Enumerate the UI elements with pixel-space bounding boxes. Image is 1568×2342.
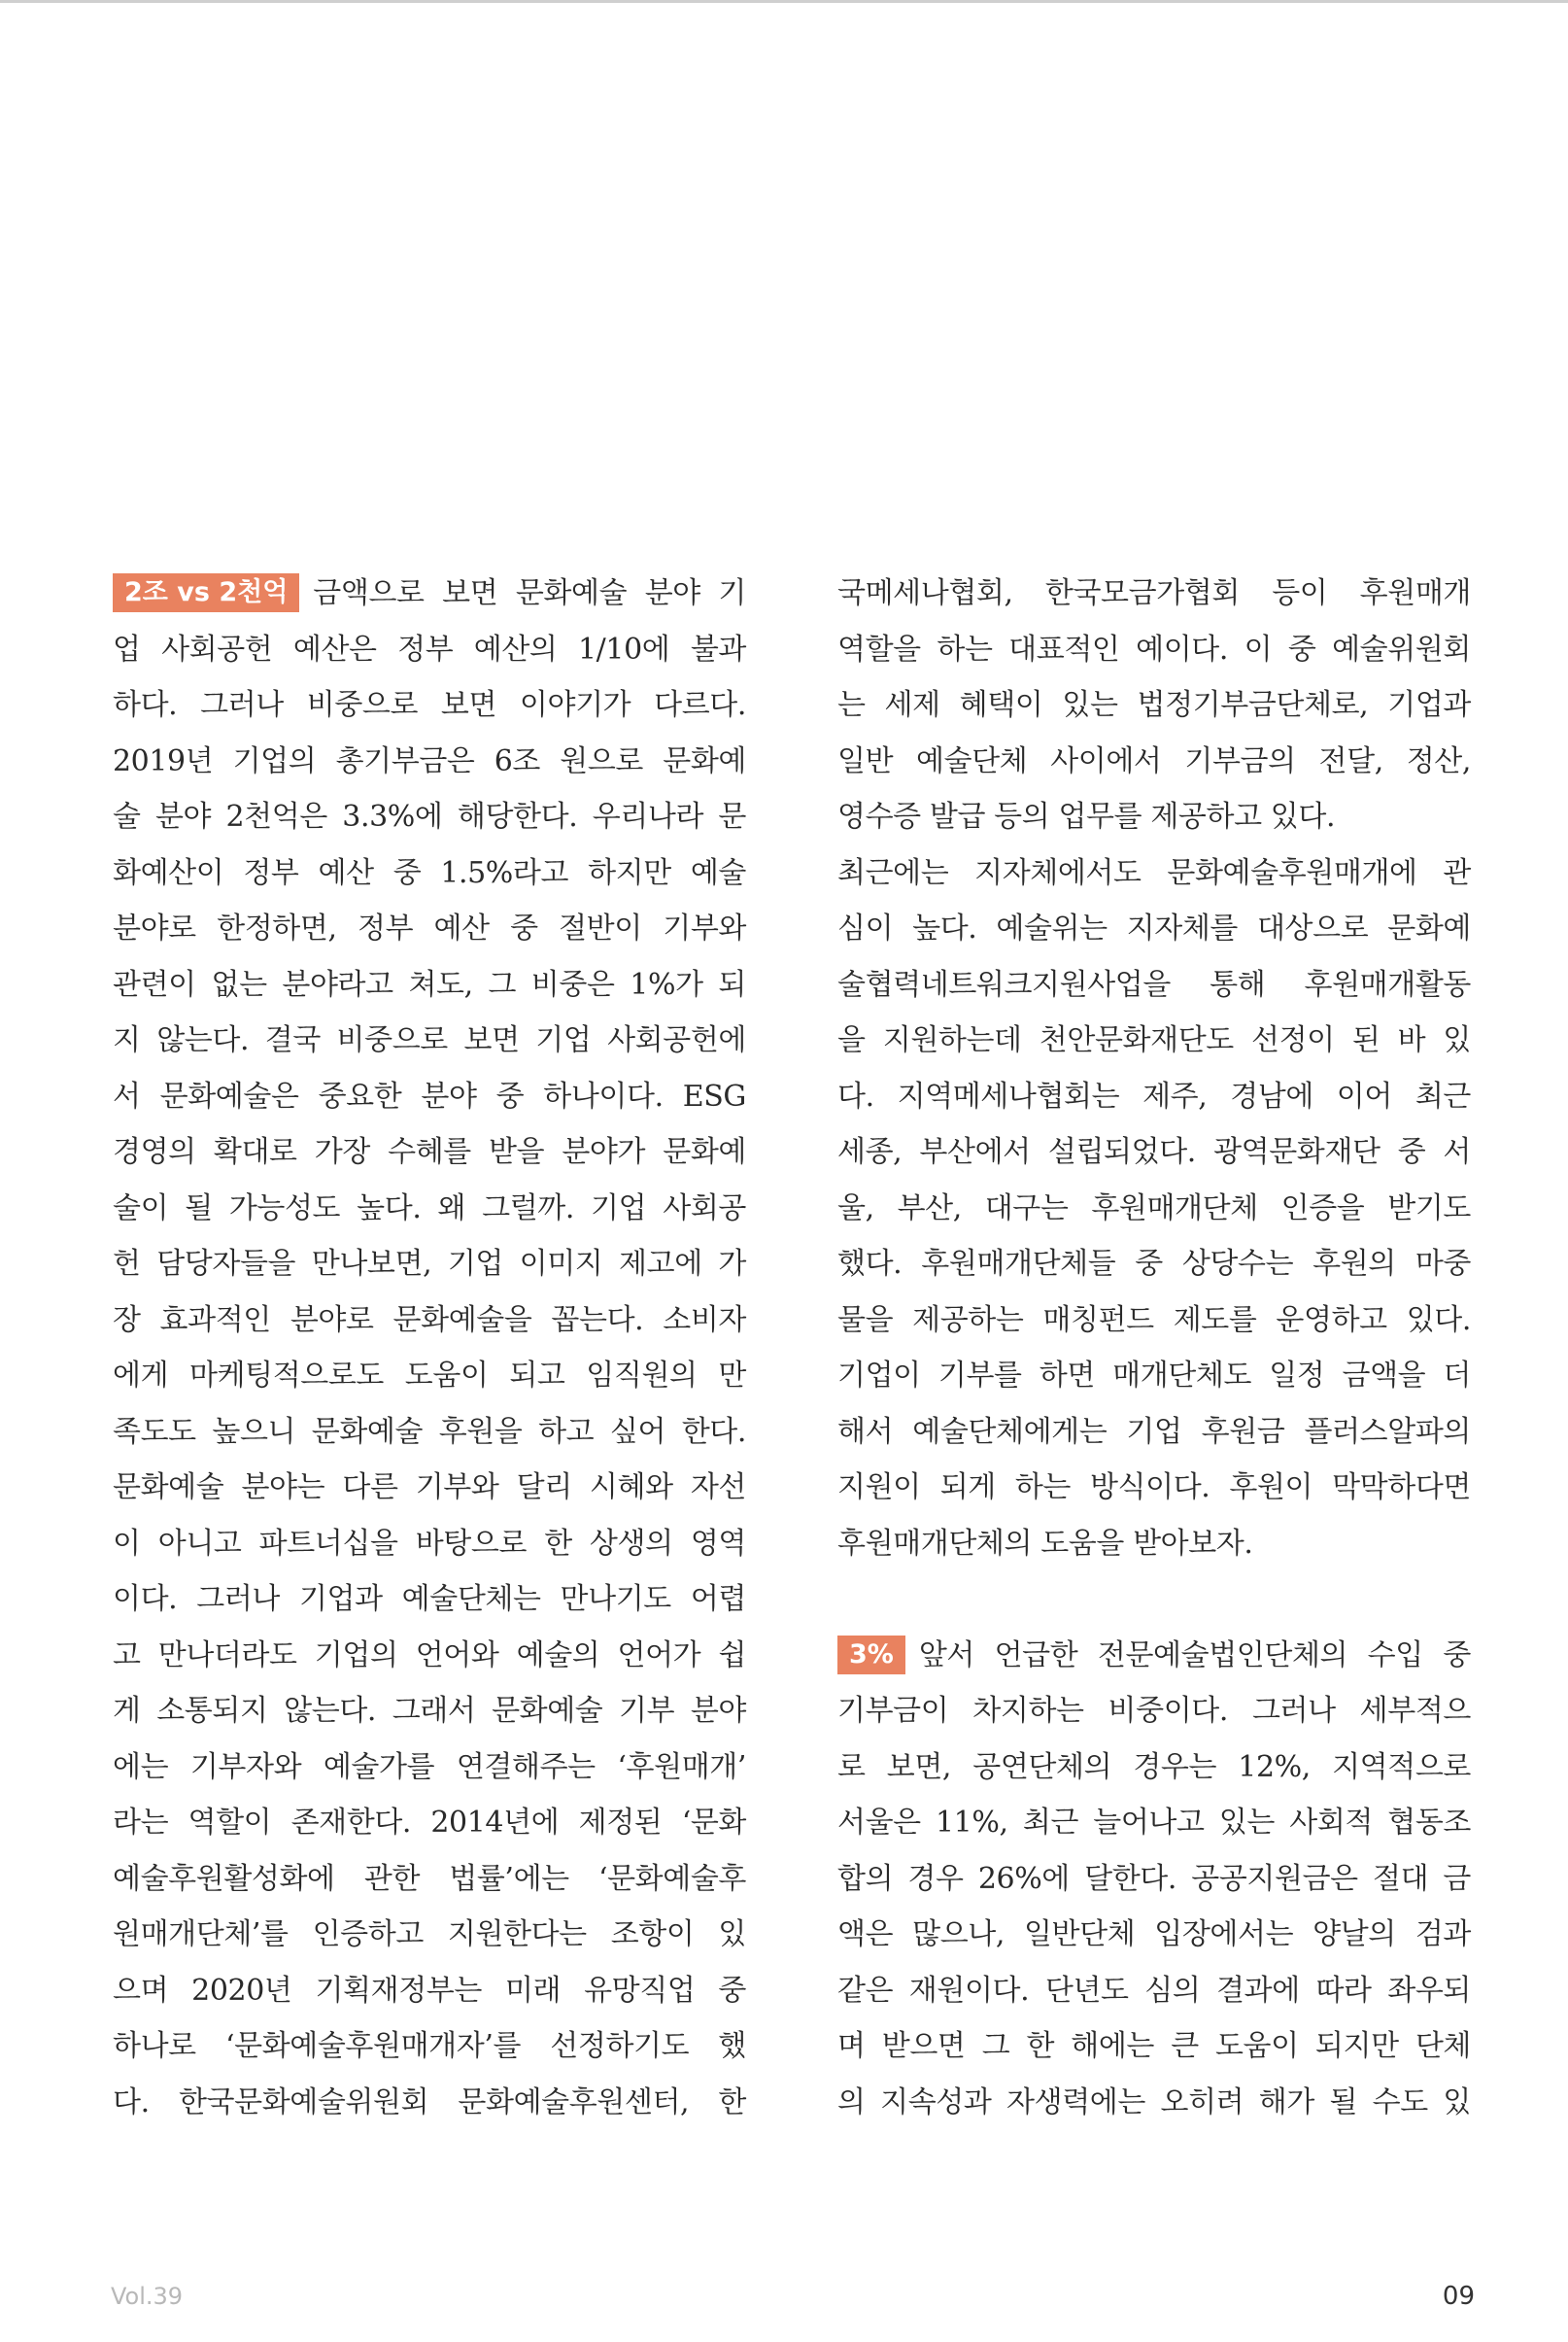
left-line: 게 소통되지 않는다. 그래서 문화예술 기부 분야 bbox=[113, 1694, 746, 1728]
left-line: 이 아니고 파트너십을 바탕으로 한 상생의 영역 bbox=[113, 1526, 746, 1561]
right-line: 며 받으면 그 한 해에는 큰 도움이 되지만 단체 bbox=[837, 2029, 1471, 2063]
left-line: 원매개단체’를 인증하고 지원한다는 조항이 있 bbox=[113, 1917, 746, 1951]
left-line: 관련이 없는 분야라고 쳐도, 그 비중은 1%가 되 bbox=[113, 967, 746, 1002]
right-line: 역할을 하는 대표적인 예이다. 이 중 예술위원회 bbox=[837, 632, 1471, 667]
right-line: 최근에는 지자체에서도 문화예술후원매개에 관 bbox=[837, 855, 1471, 890]
left-line: 업 사회공헌 예산은 정부 예산의 1/10에 불과 bbox=[113, 632, 746, 667]
right-line: 서울은 11%, 최근 늘어나고 있는 사회적 협동조 bbox=[837, 1806, 1471, 1840]
right-line: 기부금이 차지하는 비중이다. 그러나 세부적으 bbox=[837, 1694, 1471, 1728]
left-line: 지 않는다. 결국 비중으로 보면 기업 사회공헌에 bbox=[113, 1023, 746, 1057]
left-line: 다. 한국문화예술위원회 문화예술후원센터, 한 bbox=[113, 2084, 746, 2119]
footer-volume: Vol.39 bbox=[111, 2283, 184, 2310]
right-line: 합의 경우 26%에 달한다. 공공지원금은 절대 금 bbox=[837, 1861, 1471, 1896]
right-line: 물을 제공하는 매칭펀드 제도를 운영하고 있다. bbox=[837, 1302, 1471, 1337]
right-line: 술협력네트워크지원사업을 통해 후원매개활동 bbox=[837, 967, 1471, 1002]
left-line: 화예산이 정부 예산 중 1.5%라고 하지만 예술 bbox=[113, 855, 746, 890]
left-line: 술 분야 2천억은 3.3%에 해당한다. 우리나라 문 bbox=[113, 800, 746, 834]
left-line: 문화예술 분야는 다른 기부와 달리 시혜와 자선 bbox=[113, 1470, 746, 1504]
section-tag-2jo-vs-2cheoneok: 2조 vs 2천억 bbox=[113, 573, 299, 612]
left-first-line bbox=[113, 566, 746, 622]
right-line: 기업이 기부를 하면 매개단체도 일정 금액을 더 bbox=[837, 1359, 1471, 1393]
right-line: 다. 지역메세나협회는 제주, 경남에 이어 최근 bbox=[837, 1079, 1471, 1114]
left-column bbox=[113, 566, 746, 2130]
page-number: 09 bbox=[1442, 2282, 1475, 2311]
right-line: 의 지속성과 자생력에는 오히려 해가 될 수도 있 bbox=[837, 2084, 1471, 2119]
left-line: 예술후원활성화에 관한 법률’에는 ‘문화예술후 bbox=[113, 1861, 746, 1896]
left-line: 2019년 기업의 총기부금은 6조 원으로 문화예 bbox=[113, 743, 746, 778]
right-line: 로 보면, 공연단체의 경우는 12%, 지역적으로 bbox=[837, 1749, 1471, 1784]
left-line: 으며 2020년 기획재정부는 미래 유망직업 중 bbox=[113, 1973, 746, 2008]
left-line: 헌 담당자들을 만나보면, 기업 이미지 제고에 가 bbox=[113, 1247, 746, 1281]
left-line: 이다. 그러나 기업과 예술단체는 만나기도 어렵 bbox=[113, 1582, 746, 1616]
left-line: 장 효과적인 분야로 문화예술을 꼽는다. 소비자 bbox=[113, 1302, 746, 1337]
right-line: 울, 부산, 대구는 후원매개단체 인증을 받기도 bbox=[837, 1190, 1471, 1225]
right-line: 지원이 되게 하는 방식이다. 후원이 막막하다면 bbox=[837, 1470, 1471, 1504]
right-line: 일반 예술단체 사이에서 기부금의 전달, 정산, bbox=[837, 743, 1471, 778]
top-rule bbox=[0, 0, 1568, 3]
left-line: 경영의 확대로 가장 수혜를 받을 분야가 문화예 bbox=[113, 1135, 746, 1169]
left-line: 에게 마케팅적으로도 도움이 되고 임직원의 만 bbox=[113, 1359, 746, 1393]
right-column bbox=[837, 566, 1471, 2130]
left-line: 에는 기부자와 예술가를 연결해주는 ‘후원매개’ bbox=[113, 1749, 746, 1784]
right-line: 국메세나협회, 한국모금가협회 등이 후원매개 bbox=[837, 576, 1471, 610]
right-line: 세종, 부산에서 설립되었다. 광역문화재단 중 서 bbox=[837, 1135, 1471, 1169]
right-section-first-line bbox=[837, 1628, 1471, 1684]
right-line: 액은 많으나, 일반단체 입장에서는 양날의 검과 bbox=[837, 1917, 1471, 1951]
left-line: 분야로 한정하면, 정부 예산 중 절반이 기부와 bbox=[113, 912, 746, 946]
right-line: 같은 재원이다. 단년도 심의 결과에 따라 좌우되 bbox=[837, 1973, 1471, 2008]
left-line: 하나로 ‘문화예술후원매개자’를 선정하기도 했 bbox=[113, 2029, 746, 2063]
paragraph-gap bbox=[837, 1571, 1471, 1628]
left-line: 족도도 높으니 문화예술 후원을 하고 싶어 한다. bbox=[113, 1414, 746, 1449]
right-line: 을 지원하는데 천안문화재단도 선정이 된 바 있 bbox=[837, 1023, 1471, 1057]
right-line: 영수증 발급 등의 업무를 제공하고 있다. bbox=[837, 800, 1336, 834]
right-line: 해서 예술단체에게는 기업 후원금 플러스알파의 bbox=[837, 1414, 1471, 1449]
left-line-text: 금액으로 보면 문화예술 분야 기 bbox=[313, 576, 746, 610]
left-line: 라는 역할이 존재한다. 2014년에 제정된 ‘문화 bbox=[113, 1806, 746, 1840]
right-line: 했다. 후원매개단체들 중 상당수는 후원의 마중 bbox=[837, 1247, 1471, 1281]
right-line: 는 세제 혜택이 있는 법정기부금단체로, 기업과 bbox=[837, 688, 1471, 722]
left-line: 술이 될 가능성도 높다. 왜 그럴까. 기업 사회공 bbox=[113, 1190, 746, 1225]
right-line-text: 앞서 언급한 전문예술법인단체의 수입 중 bbox=[918, 1637, 1471, 1672]
right-line: 심이 높다. 예술위는 지자체를 대상으로 문화예 bbox=[837, 912, 1471, 946]
left-line: 서 문화예술은 중요한 분야 중 하나이다. ESG bbox=[113, 1079, 746, 1114]
left-line: 하다. 그러나 비중으로 보면 이야기가 다르다. bbox=[113, 688, 746, 722]
right-line: 후원매개단체의 도움을 받아보자. bbox=[837, 1526, 1253, 1561]
section-tag-3-percent: 3% bbox=[837, 1636, 905, 1674]
left-line: 고 만나더라도 기업의 언어와 예술의 언어가 쉽 bbox=[113, 1637, 746, 1672]
